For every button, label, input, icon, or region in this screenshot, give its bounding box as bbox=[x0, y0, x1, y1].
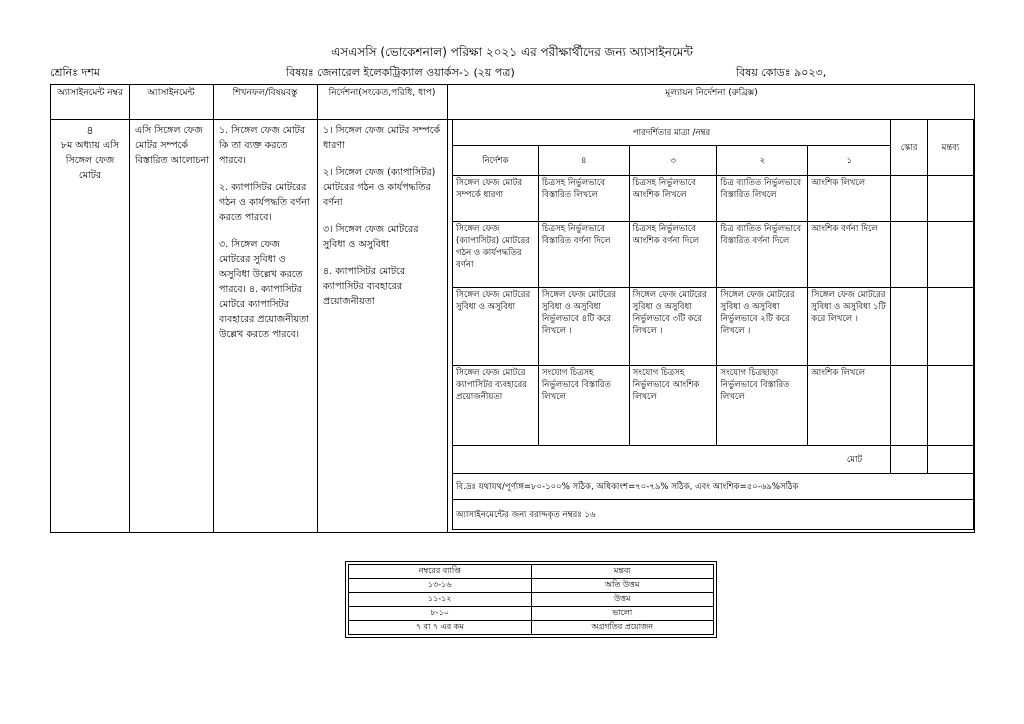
remarks-cell bbox=[928, 288, 974, 366]
grade-remark: ভালো bbox=[531, 607, 714, 621]
grade-remark: অগ্রগতির প্রয়োজন bbox=[531, 621, 714, 635]
indicator-cell: সিঙ্গেল ফেজ মোটর সম্পর্কে ধারণা bbox=[453, 176, 539, 222]
criteria-cell: সিঙ্গেল ফেজ মোটরের সুবিধা ও অসুবিধা ১টি করে লিখলে । bbox=[808, 288, 891, 366]
subject-code-label: বিষয় কোডঃ ৯০২৩, bbox=[736, 66, 827, 79]
level-header: ৪ bbox=[538, 146, 629, 176]
page-title: এসএসসি (ভোকেশনাল) পরিক্ষা ২০২১ এর পরীক্ষার্থীদের জন্য অ্যাসাইনমেন্ট bbox=[331, 45, 693, 59]
rubric-row bbox=[453, 366, 974, 446]
criteria-cell: আংশিক লিখলে bbox=[808, 366, 891, 446]
assignment-text: এসি সিঙ্গেল ফেজ মোটর সম্পর্কে বিস্তারিত আলোচনা bbox=[135, 125, 209, 166]
grade-remark: উত্তম bbox=[531, 593, 714, 607]
remarks-cell bbox=[928, 176, 974, 222]
indicator-cell: সিঙ্গেল ফেজ মোটরের সুবিধা ও অসুবিধা bbox=[453, 288, 539, 366]
learning-outcome-item: ২. ক্যাপাসিটর মোটরের গঠন ও কার্যপদ্ধতি বর্ণনা করতে পারবে। bbox=[219, 182, 310, 223]
criteria-cell: সংযোগ চিত্রসহ নির্ভুলভাবে বিস্তারিত লিখলে bbox=[538, 366, 629, 446]
instruction-item: ৩। সিঙ্গেল ফেজ মোটরের সুবিধা ও অসুবিধা bbox=[323, 224, 419, 250]
grade-range-box bbox=[345, 561, 717, 638]
grade-header-remark: মন্তব্য bbox=[531, 565, 714, 579]
rubric-row bbox=[453, 222, 974, 288]
remarks-cell bbox=[928, 366, 974, 446]
grade-row bbox=[349, 621, 714, 635]
grading-note: বি.দ্রঃ যথাযথ/পূর্ণাঙ্গ=৮০-১০০% সঠিক, অধিকাংশ=৭০-৭৯% সঠিক, এবং আংশিক=৫০-৬৯%সঠিক bbox=[453, 474, 974, 500]
criteria-cell: আংশিক বর্ণনা দিলে bbox=[808, 222, 891, 288]
column-divider bbox=[213, 85, 214, 532]
total-remarks-cell bbox=[928, 446, 974, 474]
instruction-item: ১। সিঙ্গেল ফেজ মোটর সম্পর্কে ধারণা bbox=[323, 125, 441, 151]
learning-outcome-item: ৩. সিঙ্গেল ফেজ মোটরের সুবিধা ও অসুবিধা উল্লেখ করতে পারবে। ৪. ক্যাপাসিটর মোটরে ক্যাপাসিটর ব্যবহারের প্রয়োজনীয়তা উল্লেখ করতে পারবে। bbox=[219, 239, 309, 340]
criteria-cell: চিত্রসহ নির্ভুলভাবে বিস্তারিত বর্ণনা দিলে bbox=[538, 222, 629, 288]
rubric-row bbox=[453, 288, 974, 366]
learning-outcomes-cell bbox=[219, 123, 313, 354]
instruction-item: ৪. ক্যাপাসিটর মোটরে ক্যাপাসিটর ব্যবহারের প্রয়োজনীয়তা bbox=[323, 266, 406, 307]
grade-range: ১৩-১৬ bbox=[349, 579, 532, 593]
criteria-cell: চিত্রসহ নির্ভুলভাবে আংশিক বর্ণনা দিলে bbox=[629, 222, 717, 288]
score-cell bbox=[891, 288, 928, 366]
col-header-assignment: অ্যাসাইনমেন্ট bbox=[147, 88, 195, 98]
meta-line bbox=[50, 64, 970, 80]
grade-remark: অতি উত্তম bbox=[531, 579, 714, 593]
rubric-row bbox=[453, 176, 974, 222]
grade-row bbox=[349, 607, 714, 621]
grade-range: ১১-১২ bbox=[349, 593, 532, 607]
col-header-instructions: নির্দেশনা(সংকেত,পরিধি, ধাপ) bbox=[328, 88, 436, 98]
column-divider bbox=[317, 85, 318, 532]
grade-range-table bbox=[348, 564, 714, 635]
grade-range: ৮-১০ bbox=[349, 607, 532, 621]
subject-label: বিষয়ঃ জেনারেল ইলেকট্রিক্যাল ওয়ার্কস-১ (২য় পত্র) bbox=[286, 66, 515, 79]
total-label: মোট bbox=[453, 446, 891, 474]
learning-outcome-item: ১. সিঙ্গেল ফেজ মোটর কি তা ব্যক্ত করতে পারবে। bbox=[219, 125, 306, 166]
criteria-cell: চিত্রসহ নির্ভুলভাবে আংশিক লিখলে bbox=[629, 176, 717, 222]
assignment-number: ৪ bbox=[86, 124, 94, 137]
column-divider bbox=[447, 85, 448, 532]
total-row bbox=[453, 446, 974, 474]
criteria-cell: চিত্র ব্যাতিত নির্ভুলভাবে বিস্তারিত লিখলে bbox=[717, 176, 808, 222]
remarks-cell bbox=[928, 222, 974, 288]
col-header-learning-outcome: শিখনফল/বিষয়বস্তু bbox=[232, 88, 298, 98]
chapter-label: ৮ম অধ্যায় এসি সিঙ্গেল ফেজ মোটর bbox=[60, 140, 120, 181]
column-divider bbox=[129, 85, 130, 532]
instructions-cell bbox=[323, 123, 443, 321]
score-header: স্কোর bbox=[891, 120, 928, 176]
grade-header-range: নম্বরের ব্যাপ্তি bbox=[349, 565, 532, 579]
instruction-item: ২। সিঙ্গেল ফেজ (ক্যাপাসিটর) মোটরের গঠন ও কার্যপদ্ধতির বর্ণনা bbox=[323, 167, 436, 208]
criteria-cell: চিত্র ব্যাতিত নির্ভুলভাবে বিস্তারিত বর্ণনা দিলে bbox=[717, 222, 808, 288]
criteria-cell: আংশিক লিখলে bbox=[808, 176, 891, 222]
proficiency-header: পারদর্শিতার মাত্রা /নম্বর bbox=[453, 120, 891, 146]
total-score-cell bbox=[891, 446, 928, 474]
criteria-cell: সিঙ্গেল ফেজ মোটরের সুবিধা ও অসুবিধা নির্ভুলভাবে ৪টি করে লিখলে । bbox=[538, 288, 629, 366]
col-header-assignment-no: অ্যাসাইনমেন্ট নম্বর bbox=[57, 88, 123, 98]
rubric-table bbox=[452, 119, 974, 530]
level-header: ১ bbox=[808, 146, 891, 176]
score-cell bbox=[891, 222, 928, 288]
indicator-header: নির্দেশক bbox=[453, 146, 539, 176]
indicator-cell: সিঙ্গেল ফেজ মোটরে ক্যাপাসিটর ব্যবহারের প্রয়োজনীয়তা bbox=[453, 366, 539, 446]
level-header: ২ bbox=[717, 146, 808, 176]
criteria-cell: চিত্রসহ নির্ভুলভাবে বিস্তারিত লিখলে bbox=[538, 176, 629, 222]
grade-row bbox=[349, 579, 714, 593]
grade-row bbox=[349, 593, 714, 607]
criteria-cell: সিঙ্গেল ফেজ মোটরের সুবিধা ও অসুবিধা নির্ভুলভাবে ৩টি করে লিখলে । bbox=[629, 288, 717, 366]
criteria-cell: সংযোগ চিত্রছাড়া নির্ভুলভাবে বিস্তারিত লিখলে bbox=[717, 366, 808, 446]
level-header: ৩ bbox=[629, 146, 717, 176]
indicator-cell: সিঙ্গেল ফেজ (ক্যাপাসিটর) মোটরের গঠন ও কার্যপদ্ধতির বর্ণনা bbox=[453, 222, 539, 288]
remarks-header: মন্তব্য bbox=[928, 120, 974, 176]
score-cell bbox=[891, 176, 928, 222]
allocated-marks-note: অ্যাসাইনমেন্টের জন্য বরাদ্দকৃত নম্বরঃ ১৬ bbox=[453, 500, 974, 530]
criteria-cell: সিঙ্গেল ফেজ মোটরের সুবিধা ও অসুবিধা নির্ভুলভাবে ২টি করে লিখলে । bbox=[717, 288, 808, 366]
criteria-cell: সংযোগ চিত্রসহ নির্ভুলভাবে আংশিক লিখলে bbox=[629, 366, 717, 446]
class-label: শ্রেনিঃ দশম bbox=[50, 66, 100, 79]
score-cell bbox=[891, 366, 928, 446]
col-header-evaluation: মূল্যায়ন নির্দেশনা (রুব্রিক্স) bbox=[665, 88, 758, 98]
assignment-number-cell bbox=[57, 123, 123, 183]
grade-range: ৭ বা ৭ এর কম bbox=[349, 621, 532, 635]
